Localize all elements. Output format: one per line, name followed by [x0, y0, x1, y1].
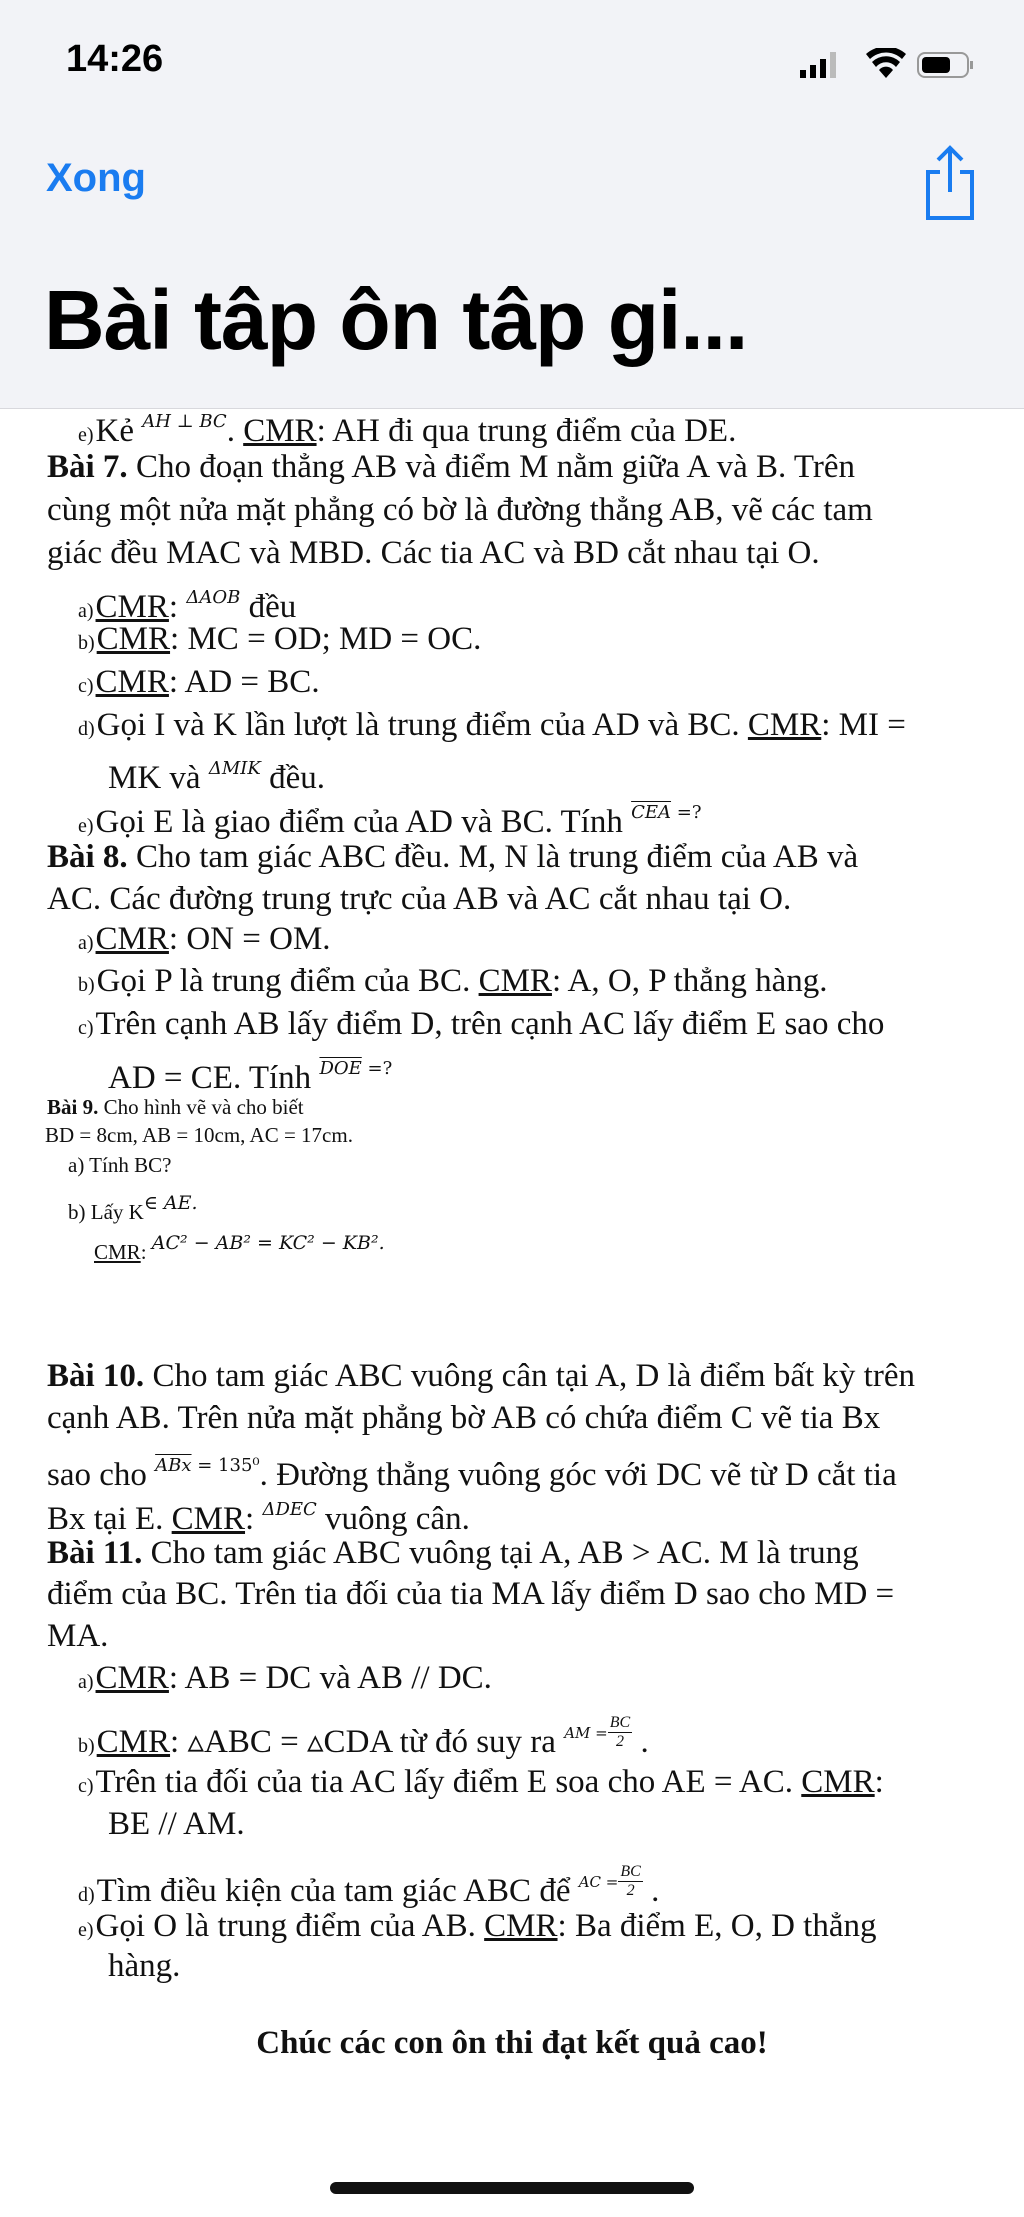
- exercise-11-text: MA.: [47, 1618, 109, 1654]
- exercise-8c-cont: AD = CE. Tính $^{\overline{DOE}}$ =?: [108, 1058, 393, 1096]
- exercise-10-text: Bx tại E. CMR: $^{\Delta DEC}$ vuông cân.: [47, 1499, 470, 1537]
- wifi-icon: [866, 48, 906, 78]
- exercise-7d-cont: MK và $^{\Delta MIK}$ đều.: [108, 758, 325, 796]
- exercise-11-heading: Bài 11. Cho tam giác ABC vuông tại A, AB > AC. M là trung: [47, 1535, 859, 1571]
- exercise-11e: e)Gọi O là trung điểm của AB. CMR: Ba điểm E, O, D thẳng: [78, 1908, 877, 1944]
- share-icon[interactable]: [920, 142, 980, 222]
- exercise-9a: a) Tính BC?: [68, 1153, 172, 1177]
- exercise-9-cmr: CMR: AC² − AB² = KC² − KB².: [94, 1232, 385, 1264]
- done-button[interactable]: Xong: [46, 156, 146, 200]
- exercise-7-heading: Bài 7. Cho đoạn thẳng AB và điểm M nằm giữa A và B. Trên: [47, 449, 856, 485]
- exercise-9b: b) Lấy K∈ AE.: [68, 1192, 198, 1224]
- exercise-7c: c)CMR: AD = BC.: [78, 664, 320, 700]
- battery-icon: [918, 53, 973, 77]
- status-time: 14:26: [66, 38, 164, 80]
- exercise-7b: b)CMR: MC = OD; MD = OC.: [78, 621, 482, 657]
- exercise-10-text: cạnh AB. Trên nửa mặt phẳng bờ AB có chứa điểm C vẽ tia Bx: [47, 1400, 881, 1436]
- exercise-10-heading: Bài 10. Cho tam giác ABC vuông cân tại A, D là điểm bất kỳ trên: [47, 1358, 915, 1394]
- exercise-11b: b)CMR: ▵ABC = ▵CDA từ đó suy ra $^{AM =}$ $\frac{BC}{2}$ .: [78, 1714, 649, 1760]
- page-title: Bài tâp ôn tâp gi...: [44, 273, 748, 367]
- fraction: $\frac{BC}{2}$: [609, 1714, 631, 1750]
- exercise-8a: a)CMR: ON = OM.: [78, 921, 331, 957]
- fraction: $\frac{BC}{2}$: [620, 1863, 641, 1899]
- cellular-signal-icon: [800, 52, 836, 78]
- exercise-11c: c)Trên tia đối của tia AC lấy điểm E soa cho AE = AC. CMR:: [78, 1764, 884, 1800]
- exercise-7e: e)Gọi E là giao điểm của AD và BC. Tính $^{\overline{CEA}}$ =?: [78, 802, 702, 840]
- closing-message: Chúc các con ôn thi đạt kết quả cao!: [256, 2025, 768, 2061]
- exercise-7d: d)Gọi I và K lần lượt là trung điểm của AD và BC. CMR: MI =: [78, 707, 906, 743]
- exercise-9-heading: Bài 9. Cho hình vẽ và cho biết: [47, 1095, 304, 1119]
- exercise-11c-cont: BE // AM.: [108, 1806, 245, 1842]
- exercise-8c: c)Trên cạnh AB lấy điểm D, trên cạnh AC lấy điểm E sao cho: [78, 1006, 885, 1042]
- exercise-10-text: sao cho $^{\overline{ABx}}$ $^{= 135^0}$. Đường thẳng vuông góc với DC vẽ từ D cắt tia: [47, 1455, 897, 1493]
- exercise-9-text: BD = 8cm, AB = 10cm, AC = 17cm.: [45, 1123, 353, 1147]
- navigation-header: [0, 0, 1024, 409]
- exercise-7-text: cùng một nửa mặt phẳng có bờ là đường thẳng AB, vẽ các tam: [47, 492, 873, 528]
- home-indicator[interactable]: [330, 2182, 694, 2194]
- exercise-11d: d)Tìm điều kiện của tam giác ABC để $^{AC =}$ $\frac{BC}{2}$ .: [78, 1863, 660, 1909]
- exercise-8-text: AC. Các đường trung trực của AB và AC cắt nhau tại O.: [47, 881, 792, 917]
- exercise-11e-cont: hàng.: [108, 1948, 181, 1984]
- exercise-7-text: giác đều MAC và MBD. Các tia AC và BD cắt nhau tại O.: [47, 535, 820, 571]
- exercise-11-text: điểm của BC. Trên tia đối của tia MA lấy điểm D sao cho MD =: [47, 1576, 895, 1612]
- exercise-6e: e)Kẻ $^{AH \perp BC}$. CMR: AH đi qua trung điểm của DE.: [78, 411, 737, 449]
- exercise-8b: b)Gọi P là trung điểm của BC. CMR: A, O, P thẳng hàng.: [78, 963, 828, 999]
- exercise-7a: a)CMR: $^{\Delta AOB}$ đều: [78, 587, 297, 625]
- exercise-8-heading: Bài 8. Cho tam giác ABC đều. M, N là trung điểm của AB và: [47, 839, 859, 875]
- status-icons: [800, 48, 980, 82]
- exercise-11a: a)CMR: AB = DC và AB // DC.: [78, 1660, 492, 1696]
